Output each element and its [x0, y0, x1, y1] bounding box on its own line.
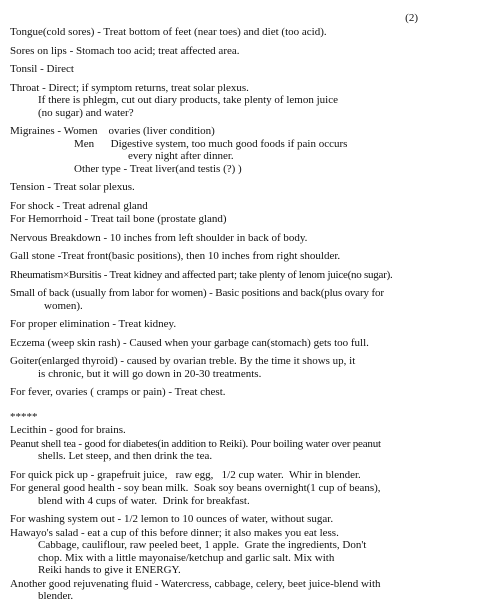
entry-peanut: [10, 438, 480, 463]
entry-text: For fever, ovaries ( cramps or pain) - Treat chest.: [10, 386, 226, 398]
separator: [10, 411, 480, 424]
entry-sores: [10, 45, 480, 58]
entry-tongue: [10, 26, 480, 39]
entry-text: For shock - Treat adrenal gland: [10, 199, 148, 212]
entry-text: Hawayo's salad - eat a cup of this before dinner; it also makes you eat less.: [10, 526, 339, 539]
entry-text: Goiter(enlarged thyroid) - caused by ovarian treble. By the time it shows up, it: [10, 355, 356, 367]
entry-throat: [10, 82, 480, 120]
entry-text: Tonsil - Direct: [10, 63, 74, 75]
entry-text: Nervous Breakdown - 10 inches from left shoulder in back of body.: [10, 231, 308, 244]
entry-text: Eczema (weep skin rash) - Caused when your garbage can(stomach) gets too full.: [10, 336, 369, 349]
entry-text: For general good health - soy bean milk. Soak soy beans overnight(1 cup of beans),: [10, 482, 381, 494]
entry-text: For proper elimination - Treat kidney.: [10, 318, 177, 330]
entry-text: Throat - Direct; if symptom returns, treat solar plexus.: [10, 81, 249, 94]
entry-text: women).: [44, 299, 83, 312]
entry-text: every night after dinner.: [128, 150, 234, 162]
entry-elimination: [10, 318, 480, 331]
entry-text: Reiki hands to give it ENERGY.: [38, 564, 181, 576]
entry-lecithin: [10, 424, 480, 437]
entry-text: (no sugar) and water?: [38, 106, 134, 119]
entry-nervous: [10, 232, 480, 245]
separator-text: *****: [10, 410, 38, 423]
entry-text: Sores on lips - Stomach too acid; treat affected area.: [10, 44, 240, 57]
entry-text: For Hemorrhoid - Treat tail bone (prostate gland): [10, 213, 227, 225]
entry-text: Tension - Treat solar plexus.: [10, 181, 135, 193]
entry-text: For quick pick up - grapefruit juice, raw egg, 1/2 cup water. Whir in blender.: [10, 468, 361, 481]
entry-text: shells. Let steep, and then drink the tea.: [38, 450, 213, 462]
entry-text: Gall stone -Treat front(basic positions), then 10 inches from right shoulder.: [10, 250, 341, 262]
page-number: (2): [405, 12, 418, 24]
entry-text: Tongue(cold sores) - Treat bottom of feet (near toes) and diet (too acid).: [10, 26, 327, 38]
entry-hemorrhoid: [10, 213, 480, 226]
entry-goiter: [10, 355, 480, 380]
entry-text: Peanut shell tea - good for diabetes(in addition to Reiki). Pour boiling water over peanut: [10, 437, 381, 450]
entry-text: Cabbage, cauliflour, raw peeled beet, 1 apple. Grate the ingredients, Don't: [38, 539, 367, 551]
entry-text: Rheumatism×Bursitis - Treat kidney and affected part; take plenty of lenom juice(no sugar).: [10, 268, 393, 281]
entry-text: Men Digestive system, too much good foods if pain occurs: [74, 137, 348, 150]
entry-hawayo: [10, 527, 480, 577]
entry-eczema: [10, 337, 480, 350]
entry-back: [10, 287, 480, 312]
entry-shock: [10, 200, 480, 213]
entry-washing: [10, 513, 480, 526]
entry-pickup: [10, 469, 480, 482]
entry-text: Small of back (usually from labor for women) - Basic positions and back(plus ovary for: [10, 287, 384, 299]
entry-health: [10, 482, 480, 507]
document-page: [10, 10, 480, 609]
entry-text: blender.: [38, 590, 74, 602]
entry-text: chop. Mix with a little mayonaise/ketchup and garlic salt. Mix with: [38, 551, 335, 564]
entry-tension: [10, 181, 480, 194]
entry-text: Migraines - Women ovaries (liver condition): [10, 125, 215, 137]
entry-text: blend with 4 cups of water. Drink for breakfast.: [38, 494, 250, 507]
entry-text: is chronic, but it will go down in 20-30 treatments.: [38, 367, 262, 380]
entry-tonsil: [10, 63, 480, 76]
entry-rejuvenating: [10, 578, 480, 603]
entry-text: Other type - Treat liver(and testis (?) ): [74, 162, 242, 175]
entry-rheumatism: [10, 269, 480, 282]
entry-gall: [10, 250, 480, 263]
entry-migraines: [10, 125, 480, 175]
entry-fever: [10, 386, 480, 399]
entry-text: If there is phlegm, cut out diary products, take plenty of lemon juice: [38, 94, 338, 106]
entry-text: Lecithin - good for brains.: [10, 424, 126, 436]
entry-text: For washing system out - 1/2 lemon to 10 ounces of water, without sugar.: [10, 513, 334, 525]
entry-text: Another good rejuvenating fluid - Watercress, cabbage, celery, beet juice-blend with: [10, 577, 381, 590]
